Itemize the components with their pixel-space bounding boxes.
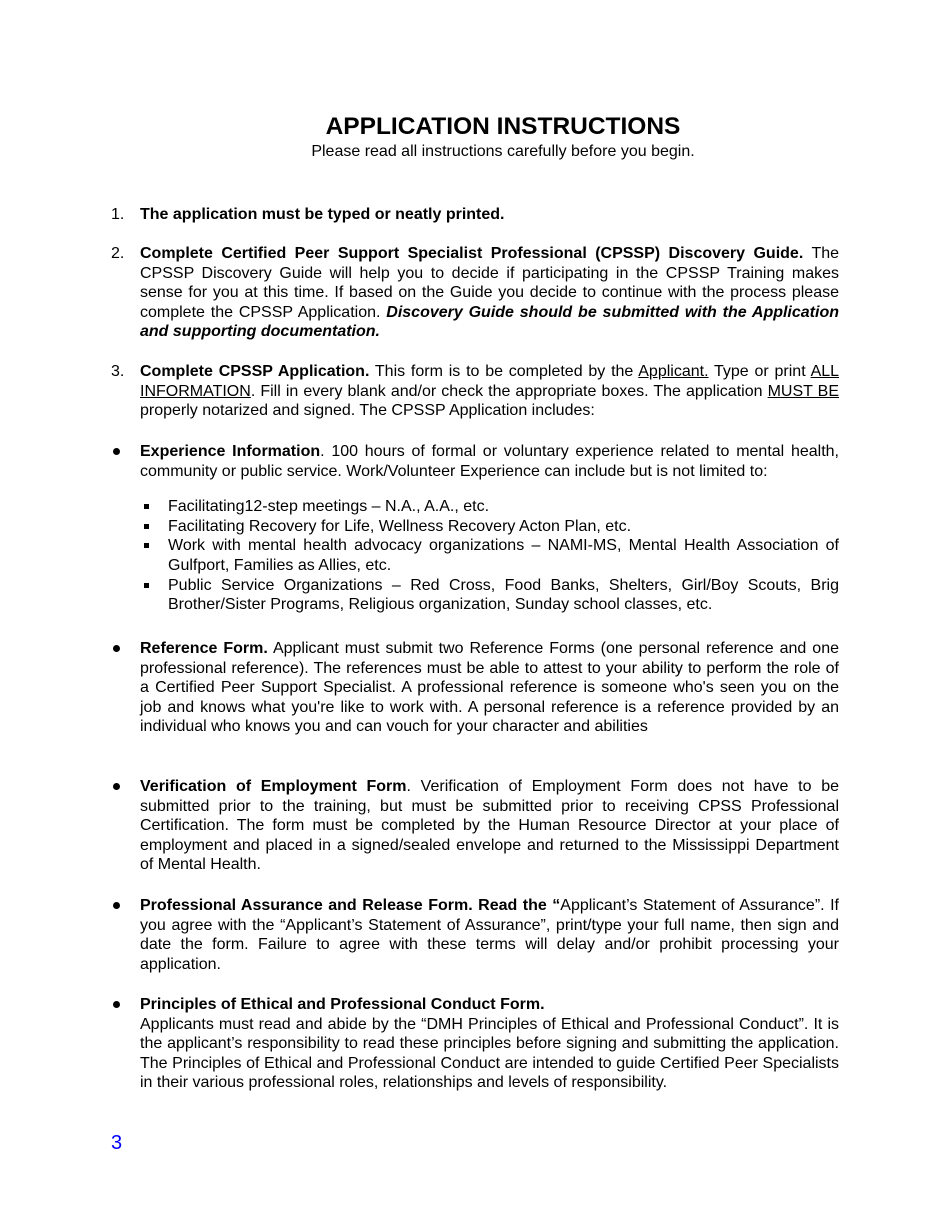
bullet-ethical-conduct <box>111 995 839 1093</box>
bullet-text: . Verification of Employment Form does not have to be submitted prior to the training, but must be submitted prior to receiving CPSS Professional Certification. The form must be completed by the Human Resource Director at your place of employment and placed in a signed/sealed envelope and returned to the Mississippi Department of Mental Health. <box>140 778 840 874</box>
bullet-verification-of-employment <box>111 777 839 875</box>
item-text: The CPSSP Discovery Guide will help you to decide if participating in the CPSSP Training makes sense for you at this time. If based on the Guide you decide to continue with the process please complete the CPSSP Application. <box>140 245 840 321</box>
item-heading: The application must be typed or neatly printed. <box>140 206 505 223</box>
list-item-text: Public Service Organizations – Red Cross, Food Banks, Shelters, Girl/Boy Scouts, Brig Brother/Sister Programs, Religious organization, Sunday school classes, etc. <box>168 576 839 614</box>
list-item <box>140 536 839 575</box>
item-text: properly notarized and signed. The CPSSP Application includes: <box>140 402 595 420</box>
bullet-professional-assurance <box>111 896 839 974</box>
bullet-dot <box>113 783 120 790</box>
square-bullet <box>144 504 149 509</box>
underlined-text: ALL INFORMATION <box>140 363 840 400</box>
page-number: 3 <box>111 1132 123 1154</box>
square-bullet <box>144 543 149 548</box>
underlined-text: Applicant. <box>638 363 709 380</box>
bullet-heading: Experience Information <box>140 443 321 460</box>
item-text: . Fill in every blank and/or check the appropriate boxes. The application <box>250 382 768 400</box>
numbered-item-3 <box>111 362 839 421</box>
bullet-dot <box>113 645 120 652</box>
bullet-experience-information <box>111 442 839 631</box>
bullet-dot <box>113 448 120 455</box>
list-item-text: Work with mental health advocacy organizations – NAMI-MS, Mental Health Association of Gulfport, Families as Allies, etc. <box>168 537 839 574</box>
numbered-item-1 <box>111 205 839 225</box>
underlined-text: MUST BE <box>767 382 840 400</box>
list-item-text: Facilitating12-step meetings – N.A., A.A., etc. <box>168 498 490 516</box>
item-emphasis: Discovery Guide should be submitted with the Application and supporting documentation. <box>140 303 839 341</box>
experience-sublist <box>140 497 839 615</box>
list-item-text: Facilitating Recovery for Life, Wellness Recovery Acton Plan, etc. <box>168 517 632 535</box>
page-title: APPLICATION INSTRUCTIONS <box>325 113 681 140</box>
square-bullet <box>144 524 149 529</box>
item-number: 2. <box>111 245 125 262</box>
bullet-text: Applicant’s Statement of Assurance”. If you agree with the “Applicant’s Statement of Assurance”, print/type your full name, then sign and date the form. Failure to agree with these terms will delay and/or prohibit processing your application. <box>140 897 839 973</box>
bullet-text: Applicant must submit two Reference Forms (one personal reference and one professional reference). The references must be able to attest to your ability to perform the role of a Certified Peer Support Specialist. A professional reference is someone who's seen you on the job and knows what you're like to work with. A personal reference is a reference provided by an individual who knows you and can vouch for your character and abilities <box>140 640 840 736</box>
bullet-text: . 100 hours of formal or voluntary experience related to mental health, community or public service. Work/Volunteer Experience can include but is not limited to: <box>140 443 839 480</box>
item-heading: Complete CPSSP Application. <box>140 363 370 380</box>
list-item <box>140 517 839 537</box>
bullet-reference-form <box>111 639 839 737</box>
bullet-heading: Reference Form. <box>140 640 268 657</box>
item-text: This form is to be completed by the <box>369 363 639 380</box>
square-bullet <box>144 583 149 588</box>
item-number: 3. <box>111 363 125 380</box>
bullet-heading: Principles of Ethical and Professional Conduct Form. <box>140 996 545 1013</box>
bullet-dot <box>113 1001 120 1008</box>
bullet-heading: Verification of Employment Form <box>140 778 407 795</box>
bullet-text: Applicants must read and abide by the “DMH Principles of Ethical and Professional Conduct”. It is the applicant’s responsibility to read these principles before signing and submitting the application. The Principles of Ethical and Professional Conduct are intended to guide Certified Peer Specialists in their various professional roles, relationships and levels of responsibility. <box>140 1015 839 1092</box>
item-number: 1. <box>111 206 125 223</box>
bullet-heading: Professional Assurance and Release Form. Read the “ <box>140 897 561 914</box>
list-item <box>140 576 839 615</box>
numbered-item-2 <box>111 244 839 342</box>
item-text: Type or print <box>708 363 811 380</box>
item-heading: Complete Certified Peer Support Specialist Professional (CPSSP) Discovery Guide. <box>140 245 804 262</box>
list-item <box>140 497 839 517</box>
bullet-dot <box>113 902 120 909</box>
page-subtitle: Please read all instructions carefully before you begin. <box>311 143 695 160</box>
